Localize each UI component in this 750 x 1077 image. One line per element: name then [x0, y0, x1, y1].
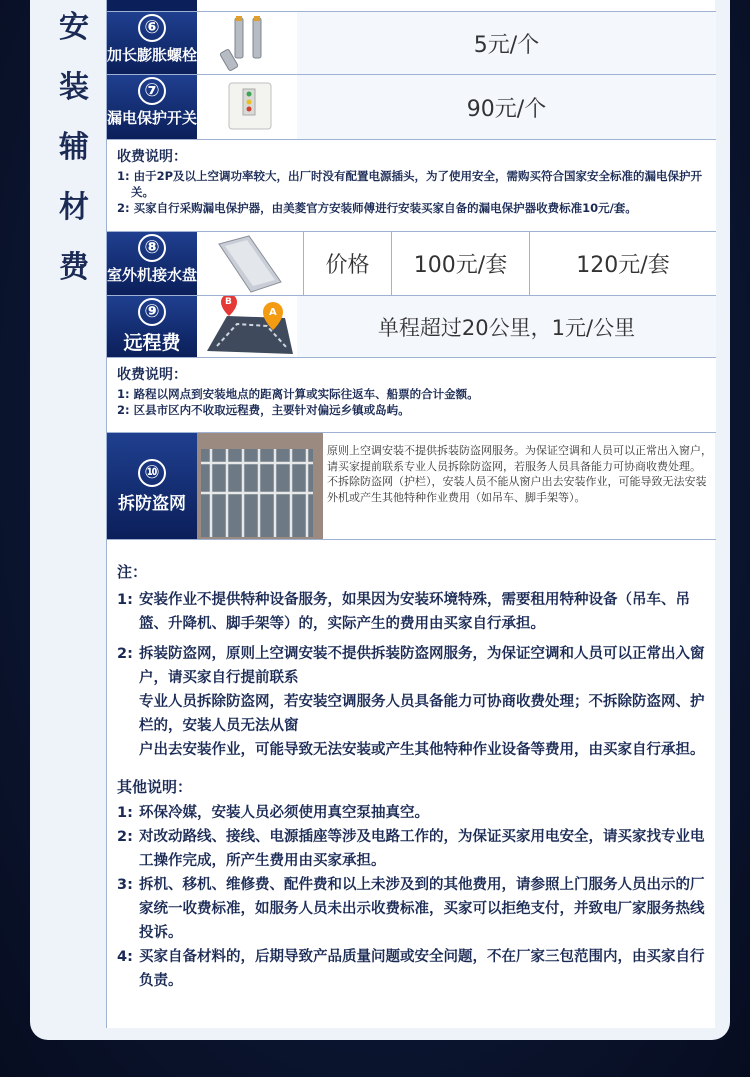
price-value: 单程超过20公里，1元/公里 [297, 296, 716, 357]
row-number: ⑩ [138, 459, 166, 487]
row-name: 室外机接水盘 [107, 266, 198, 284]
row-number: ⑦ [138, 77, 166, 105]
price-2p: 120元/套 [529, 232, 716, 295]
note-item [117, 642, 706, 762]
side-title-char: 费 [59, 250, 89, 285]
other-text: 环保冷媒，安装人员必须使用真空泵抽真空。 [139, 805, 429, 821]
row-number: ⑧ [138, 234, 166, 262]
notes-title: 注： [117, 563, 148, 581]
other-text: 拆机、移机、维修费、配件费和以上未涉及到的其他费用，请参照上门服务人员出示的厂家统一收费标准，如服务人员未出示收费标准，买家可以拒绝支付，并致电厂家服务热线投诉。 [139, 877, 705, 941]
map-route-image [197, 296, 297, 357]
other-item [117, 945, 706, 993]
pin-b-label: B [225, 297, 232, 307]
other-index: 3: [117, 877, 133, 893]
row-number: ⑨ [138, 298, 166, 326]
row-label [107, 12, 197, 74]
breaker-image [197, 75, 297, 139]
note-title: 收费说明： [117, 367, 187, 383]
price-value: 90元/个 [297, 75, 716, 139]
other-index: 4: [117, 949, 133, 965]
other-index: 2: [117, 829, 133, 845]
tray-image [197, 232, 303, 295]
row-leakage-breaker [107, 75, 716, 140]
row-remove-grille [107, 433, 716, 540]
other-item [117, 825, 706, 873]
note-item [117, 588, 706, 636]
side-title-char: 辅 [59, 130, 89, 165]
row-label [107, 296, 197, 357]
row-name: 远程费 [123, 332, 181, 354]
grille-text: 原则上空调安装不提供拆装防盗网服务。为保证空调和人员可以正常出入窗户，请买家提前联系专业人员拆除防盗网，若服务人员具备能力可协商收费处理。 [327, 444, 712, 473]
row-label [107, 433, 197, 539]
row-number: ⑥ [138, 14, 166, 42]
grille-description [327, 443, 713, 505]
side-title-column [42, 0, 106, 1028]
note-text: 专业人员拆除防盗网，若安装空调服务人员具备能力可协商收费处理；不拆除防盗网、护栏的，安装人员无法从窗 [139, 694, 705, 734]
other-text: 买家自备材料的，后期导致产品质量问题或安全问题，不在厂家三包范围内，由买家自行负责。 [139, 949, 705, 989]
pin-a-label: A [269, 307, 277, 318]
fee-note-remote [107, 358, 716, 433]
note-line: 1: 由于2P及以上空调功率较大，出厂时没有配置电源插头，为了使用安全，需购买符合国家安全标准的漏电保护开关。 [117, 169, 703, 199]
table-top-strip [107, 0, 716, 12]
grille-image [197, 433, 323, 539]
price-label: 价格 [303, 232, 391, 295]
price-value: 5元/个 [297, 12, 716, 74]
note-title: 收费说明： [117, 149, 187, 165]
note-line: 2: 买家自行采购漏电保护器，由美菱官方安装师傅进行安装买家自备的漏电保护器收费标准10元/套。 [117, 201, 637, 215]
other-text: 对改动路线、接线、电源插座等涉及电路工作的，为保证买家用电安全，请买家找专业电工操作完成，所产生费用由买家承担。 [139, 829, 705, 869]
note-text: 安装作业不提供特种设备服务，如果因为安装环境特殊，需要租用特种设备（吊车、吊篮、升降机、脚手架等）的，实际产生的费用由买家自行承担。 [139, 592, 690, 632]
side-title-char: 装 [59, 70, 89, 105]
side-title-char: 安 [59, 10, 89, 45]
note-index: 1: [117, 592, 133, 608]
note-text: 拆装防盗网，原则上空调安装不提供拆装防盗网服务，为保证空调和人员可以正常出入窗户，请买家自行提前联系 [139, 646, 705, 686]
other-item [117, 873, 706, 945]
note-line: 2: 区县市区内不收取远程费，主要针对偏远乡镇或岛屿。 [117, 403, 410, 417]
other-index: 1: [117, 805, 133, 821]
fee-table [106, 0, 715, 1028]
price-1p: 100元/套 [391, 232, 529, 295]
side-title-char: 材 [59, 190, 89, 225]
note-text: 户出去安装作业，可能导致无法安装或产生其他特种作业设备等费用，由买家自行承担。 [139, 742, 705, 758]
row-label [107, 232, 197, 295]
note-line: 1: 路程以网点到安装地点的距离计算或实际往返车、船票的合计金额。 [117, 387, 479, 401]
fee-note-breaker [107, 140, 716, 232]
row-name: 加长膨胀螺栓 [107, 46, 198, 64]
other-title: 其他说明： [117, 778, 193, 796]
notes-section [107, 545, 716, 993]
other-item [117, 801, 706, 825]
grille-text: 不拆除防盗网（护栏），安装人员不能从窗户出去安装作业，可能导致无法安装外机或产生其他特种作业费用（如吊车、脚手架等）。 [327, 475, 707, 504]
bolt-image [197, 12, 297, 74]
row-expansion-bolt [107, 12, 716, 75]
row-name: 漏电保护开关 [107, 109, 198, 127]
row-drain-tray [107, 232, 716, 296]
note-index: 2: [117, 646, 133, 662]
row-label [107, 75, 197, 139]
row-name: 拆防盗网 [118, 494, 186, 514]
row-remote-fee [107, 296, 716, 358]
